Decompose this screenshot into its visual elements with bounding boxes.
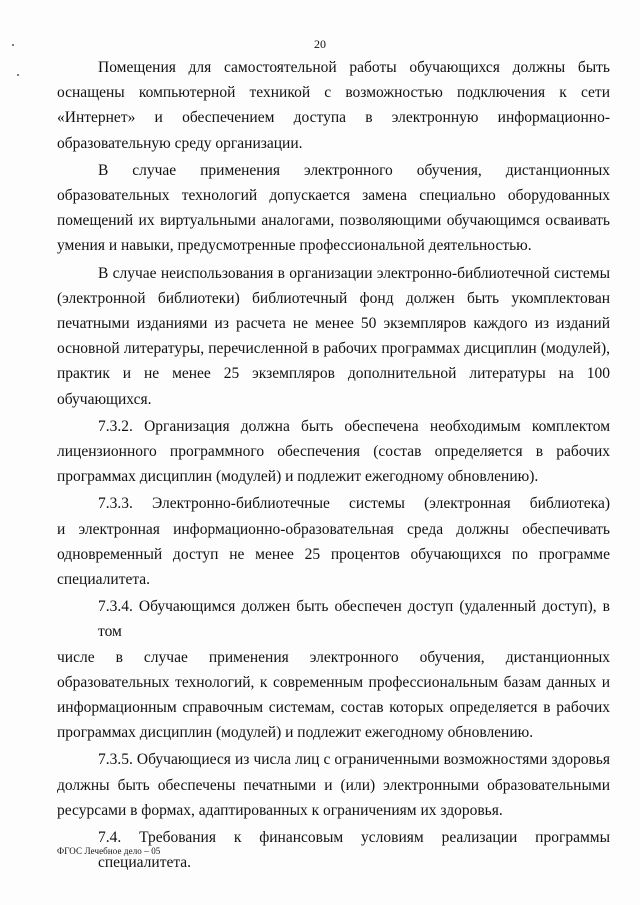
text-line: 7.3.3. Электронно-библиотечные системы (электронная библиотека)	[98, 495, 610, 513]
paragraph	[57, 261, 610, 412]
paragraph	[57, 414, 610, 490]
text-line: образовательных технологий, к современным профессиональным базам данных и	[57, 673, 610, 691]
paragraph	[57, 55, 610, 156]
text-line: обучающихся.	[57, 390, 152, 408]
document-footer: ФГОС Лечебное дело – 05	[57, 846, 161, 856]
paragraph	[57, 158, 610, 259]
paragraph	[57, 594, 610, 745]
text-line: ресурсами в формах, адаптированных к ограничениям их здоровья.	[57, 801, 503, 819]
text-line: оснащены компьютерной техникой с возможностью подключения к сети	[57, 84, 610, 102]
text-line: образовательную среду организации.	[57, 134, 303, 152]
text-line: Помещения для самостоятельной работы обучающихся должны быть	[98, 59, 610, 76]
text-line: лицензионного программного обеспечения (состав определяется в рабочих	[57, 443, 610, 461]
text-line: «Интернет» и обеспечением доступа в электронную информационно-	[57, 109, 610, 127]
page-number: 20	[314, 37, 326, 51]
text-line: 7.3.5. Обучающиеся из числа лиц с ограниченными возможностями здоровья	[98, 751, 610, 769]
text-line: специалитета.	[57, 571, 151, 589]
text-line: числе в случае применения электронного обучения, дистанционных	[57, 648, 610, 666]
text-line: (электронной библиотеки) библиотечный фонд должен быть укомплектован	[57, 289, 610, 307]
text-line: В случае применения электронного обучения, дистанционных	[98, 161, 610, 179]
document-body	[57, 55, 610, 876]
text-line: программах дисциплин (модулей) и подлежит ежегодному обновлению).	[57, 468, 539, 486]
text-line: 7.3.4. Обучающимся должен быть обеспечен доступ (удаленный доступ), в том	[98, 598, 610, 641]
text-line: 7.3.2. Организация должна быть обеспечена необходимым комплектом	[98, 417, 610, 435]
text-line: основной литературы, перечисленной в рабочих программах дисциплин (модулей),	[57, 340, 610, 358]
text-line: печатными изданиями из расчета не менее 50 экземпляров каждого из изданий	[57, 315, 610, 333]
text-line: должны быть обеспечены печатными и (или) электронными образовательными	[57, 776, 610, 794]
text-line: образовательных технологий допускается замена специально оборудованных	[57, 187, 610, 205]
paragraph	[57, 747, 610, 823]
text-line: В случае неиспользования в организации электронно-библиотечной системы	[98, 264, 610, 282]
text-line: 7.4. Требования к финансовым условиям реализации программы специалитета.	[98, 829, 610, 872]
text-line: программах дисциплин (модулей) и подлежит ежегодному обновлению.	[57, 724, 534, 742]
text-line: практик и не менее 25 экземпляров дополнительной литературы на 100	[57, 365, 610, 383]
text-line: и электронная информационно-образовательная среда должны обеспечивать	[57, 520, 610, 538]
text-line: умения и навыки, предусмотренные профессиональной деятельностью.	[57, 237, 532, 255]
scan-speck	[17, 74, 19, 76]
text-line: информационным справочным системам, состав которых определяется в рабочих	[57, 699, 610, 717]
paragraph	[57, 491, 610, 592]
text-line: одновременный доступ не менее 25 процентов обучающихся по программе	[57, 545, 610, 563]
text-line: помещений их виртуальными аналогами, позволяющими обучающимся осваивать	[57, 212, 610, 230]
